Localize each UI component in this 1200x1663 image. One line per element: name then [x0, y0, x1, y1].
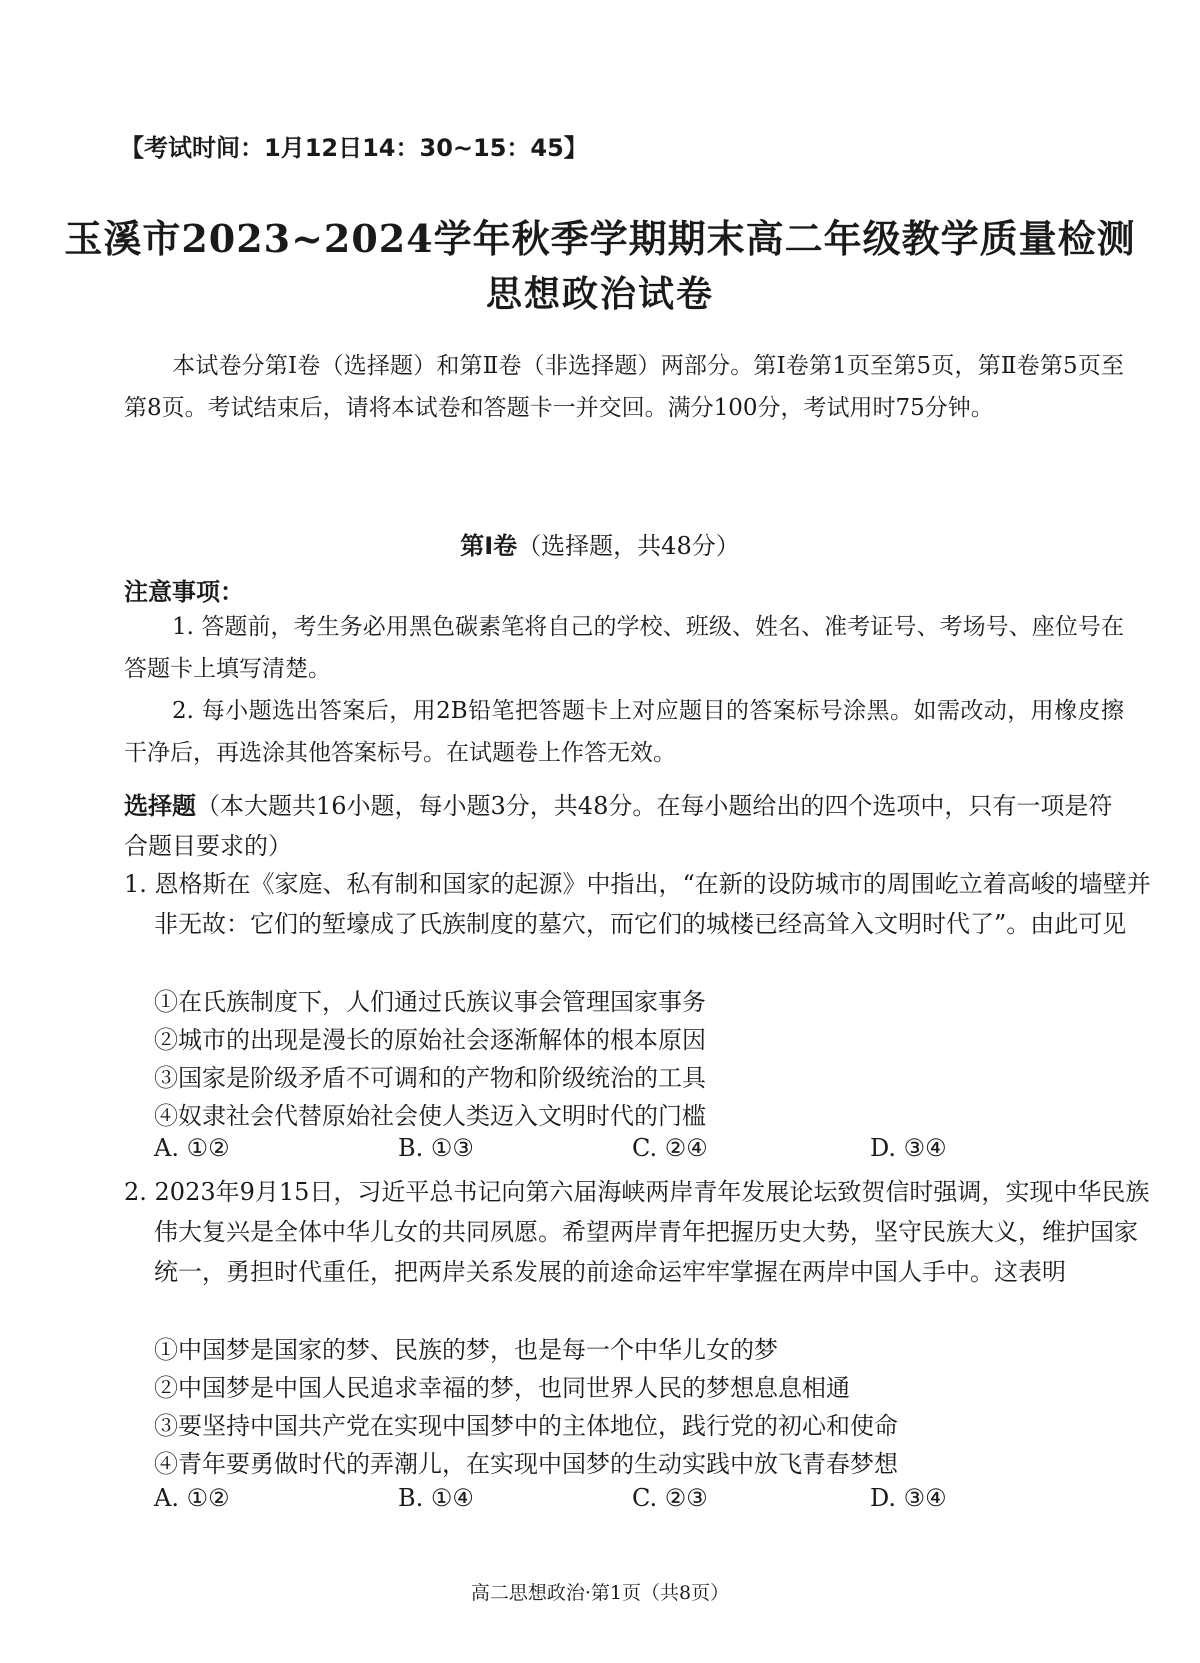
- question-2-option-c: C. ②③: [632, 1484, 708, 1512]
- question-1-statement-3: ③国家是阶级矛盾不可调和的产物和阶级统治的工具: [154, 1064, 706, 1092]
- question-2-stem: 2. 2023年9月15日，习近平总书记向第六届海峡两岸青年发展论坛致贺信时强调，实现中华民族伟大复兴是全体中华儿女的共同夙愿。希望两岸青年把握历史大势，坚守民族大义，维护国家统一，勇担时代重任，把两岸关系发展的前途命运牢牢掌握在两岸中国人手中。这表明: [124, 1178, 1150, 1286]
- note-item-1: [124, 606, 1124, 690]
- choice-instruction-text: （本大题共16小题，每小题3分，共48分。在每小题给出的四个选项中，只有一项是符合题目要求的）: [124, 792, 1113, 860]
- exam-title-line1: 玉溪市2023~2024学年秋季学期期末高二年级教学质量检测: [64, 216, 1136, 261]
- question-1-statement-1: ①在氏族制度下，人们通过氏族议事会管理国家事务: [154, 988, 706, 1016]
- choice-label: 选择题: [124, 792, 196, 820]
- section-heading: [0, 526, 1200, 561]
- choice-instructions: [124, 786, 1124, 866]
- question-1-statement-4: ④奴隶社会代替原始社会使人类迈入文明时代的门槛: [154, 1102, 706, 1130]
- question-2-statement-4: ④青年要勇做时代的弄潮儿，在实现中国梦的生动实践中放飞青春梦想: [154, 1450, 898, 1478]
- question-2-option-b: B. ①④: [398, 1484, 474, 1512]
- note-item-2: [124, 690, 1124, 774]
- question-2-option-a: A. ①②: [154, 1484, 230, 1512]
- question-2-statement-3: ③要坚持中国共产党在实现中国梦中的主体地位，践行党的初心和使命: [154, 1412, 898, 1440]
- question-1-statement-2: ②城市的出现是漫长的原始社会逐渐解体的根本原因: [154, 1026, 706, 1054]
- question-2-statement-2: ②中国梦是中国人民追求幸福的梦，也同世界人民的梦想息息相通: [154, 1374, 850, 1402]
- notes-heading: 注意事项：: [124, 578, 244, 606]
- exam-time: 【考试时间：1月12日14：30~15：45】: [120, 134, 588, 162]
- question-1-stem: 1. 恩格斯在《家庭、私有制和国家的起源》中指出，“在新的设防城市的周围屹立着高峻的墙壁并非无故：它们的堑壕成了氏族制度的墓穴，而它们的城楼已经高耸入文明时代了”。由此可见: [124, 870, 1151, 938]
- section-label: 第Ⅰ卷: [460, 532, 518, 560]
- question-1-option-d: D. ③④: [870, 1134, 947, 1162]
- note-text: 2. 每小题选出答案后，用2B铅笔把答题卡上对应题目的答案标号涂黑。如需改动，用橡皮擦干净后，再选涂其他答案标号。在试题卷上作答无效。: [124, 698, 1124, 766]
- question-1-option-c: C. ②④: [632, 1134, 708, 1162]
- intro-paragraph: [124, 345, 1124, 429]
- note-text: 1. 答题前，考生务必用黑色碳素笔将自己的学校、班级、姓名、准考证号、考场号、座位号在答题卡上填写清楚。: [124, 614, 1124, 682]
- intro-text: 本试卷分第Ⅰ卷（选择题）和第Ⅱ卷（非选择题）两部分。第Ⅰ卷第1页至第5页，第Ⅱ卷第5页至第8页。考试结束后，请将本试卷和答题卡一并交回。满分100分，考试用时75分钟。: [124, 353, 1124, 421]
- question-1-option-a: A. ①②: [154, 1134, 230, 1162]
- question-1-option-b: B. ①③: [398, 1134, 474, 1162]
- question-2-statement-1: ①中国梦是国家的梦、民族的梦，也是每一个中华儿女的梦: [154, 1336, 778, 1364]
- section-detail: （选择题，共48分）: [517, 532, 740, 560]
- question-2-option-d: D. ③④: [870, 1484, 947, 1512]
- page-footer: 高二思想政治·第1页（共8页）: [470, 1582, 730, 1604]
- exam-title-line2: 思想政治试卷: [485, 273, 714, 315]
